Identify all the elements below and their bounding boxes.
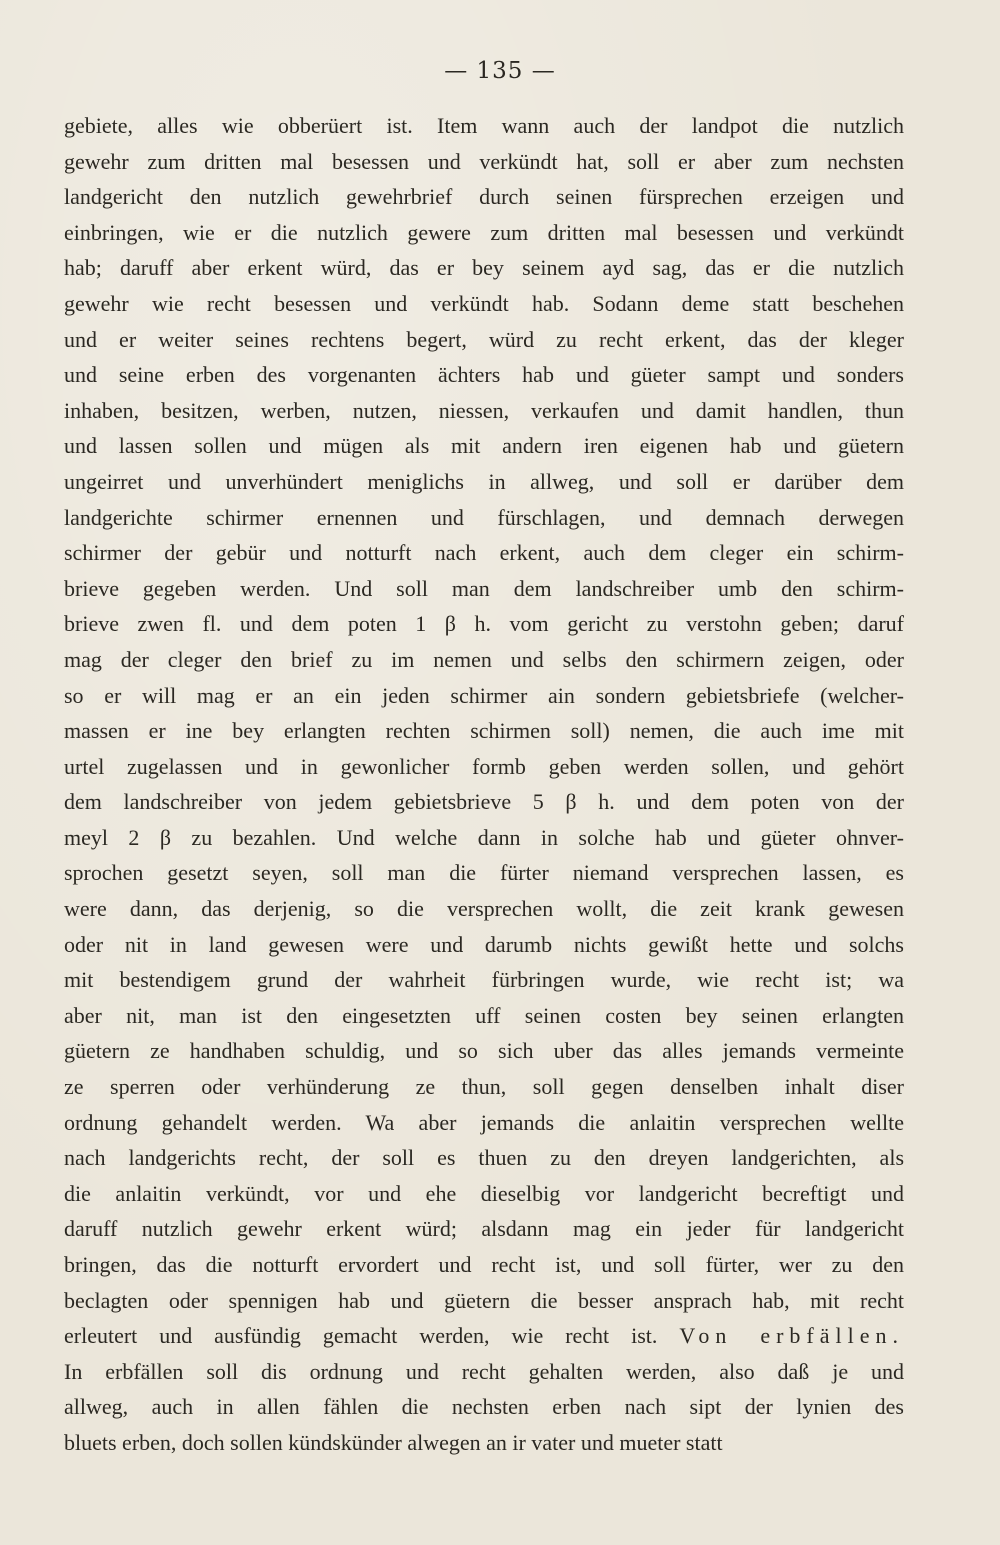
text-line: gewehr wie recht besessen und verkündt hab. Sodann deme statt beschehen (64, 290, 904, 316)
text-line: gebiete, alles wie obberüert ist. Item wann auch der landpot die nutzlich (64, 113, 904, 138)
text-line: mit bestendigem grund der wahrheit fürbringen wurde, wie recht ist; wa (64, 967, 904, 993)
text-line: ze sperren oder verhünderung ze thun, soll gegen denselben inhalt diser (64, 1074, 904, 1100)
text-line: dem landschreiber von jedem gebietsbrieve 5 β h. und dem poten von der (64, 789, 904, 815)
text-line: beclagten oder spennigen hab und güetern die besser ansprach hab, mit recht (64, 1287, 904, 1313)
text-line: schirmer der gebür und notturft nach erkent, auch dem cleger ein schirm- (64, 540, 904, 566)
body-text (64, 108, 904, 1461)
text-line: allweg, auch in allen fählen die nechsten erben nach sipt der lynien des (64, 1394, 904, 1420)
text-line: ordnung gehandelt werden. Wa aber jemands die anlaitin versprechen wellte (64, 1109, 904, 1135)
text-line: die anlaitin verkündt, vor und ehe dieselbig vor landgericht becreftigt und (64, 1180, 904, 1206)
text-line: inhaben, besitzen, werben, nutzen, niessen, verkaufen und damit handlen, thun (64, 397, 904, 423)
text-line: bringen, das die notturft ervordert und recht ist, und soll fürter, wer zu den (64, 1252, 904, 1277)
text-line-end: erleutert und ausfündig gemacht werden, wie recht ist. (64, 1323, 658, 1349)
text-line: landgericht den nutzlich gewehrbrief durch seinen fürsprechen erzeigen und (64, 184, 904, 210)
text-line: were dann, das derjenig, so die versprechen wollt, die zeit krank gewesen (64, 896, 904, 922)
text-line: hab; daruff aber erkent würd, das er bey seinem ayd sag, das er die nutzlich (64, 255, 904, 281)
text-line: so er will mag er an ein jeden schirmer ain sondern gebietsbriefe (welcher- (64, 682, 904, 708)
text-line: urtel zugelassen und in gewonlicher formb geben werden sollen, und gehört (64, 753, 904, 779)
text-line: güetern ze handhaben schuldig, und so sich uber das alles jemands vermeinte (64, 1038, 904, 1064)
text-line: landgerichte schirmer ernennen und fürschlagen, und demnach derwegen (64, 504, 904, 530)
text-line: oder nit in land gewesen were und darumb nichts gewißt hette und solchs (64, 931, 904, 957)
text-line: und er weiter seines rechtens begert, würd zu recht erkent, das der kleger (64, 326, 904, 352)
text-line: aber nit, man ist den eingesetzten uff seinen costen bey seinen erlangten (64, 1002, 904, 1028)
text-line: mag der cleger den brief zu im nemen und selbs den schirmern zeigen, oder (64, 646, 904, 672)
text-line: massen er ine bey erlangten rechten schirmen soll) nemen, die auch ime mit (64, 718, 904, 744)
text-line: daruff nutzlich gewehr erkent würd; alsdann mag ein jeder für landgericht (64, 1216, 904, 1242)
text-line: nach landgerichts recht, der soll es thuen zu den dreyen landgerichten, als (64, 1145, 904, 1171)
text-line: brieve gegeben werden. Und soll man dem landschreiber umb den schirm- (64, 575, 904, 601)
text-line: sprochen gesetzt seyen, soll man die fürter niemand versprechen lassen, es (64, 860, 904, 886)
text-line: einbringen, wie er die nutzlich gewere zum dritten mal besessen und verkündt (64, 219, 904, 245)
text-line: bluets erben, doch sollen kündskünder alwegen an ir vater und mueter statt (64, 1429, 723, 1455)
text-line-with-heading (64, 1318, 904, 1354)
text-line: und seine erben des vorgenanten ächters hab und güeter sampt und sonders (64, 362, 904, 388)
text-line: In erbfällen soll dis ordnung und recht gehalten werden, also daß je und (64, 1358, 904, 1384)
section-heading-inline: Von erbfällen. (679, 1323, 904, 1349)
page-number: — 135 — (444, 58, 556, 84)
text-line: brieve zwen fl. und dem poten 1 β h. vom gericht zu verstohn geben; daruf (64, 611, 904, 637)
text-line: ungeirret und unverhündert meniglichs in allweg, und soll er darüber dem (64, 468, 904, 494)
text-line: und lassen sollen und mügen als mit andern iren eigenen hab und güetern (64, 433, 904, 459)
text-line: gewehr zum dritten mal besessen und verkündt hat, soll er aber zum nechsten (64, 148, 904, 174)
text-line: meyl 2 β zu bezahlen. Und welche dann in solche hab und güeter ohnver- (64, 824, 904, 850)
